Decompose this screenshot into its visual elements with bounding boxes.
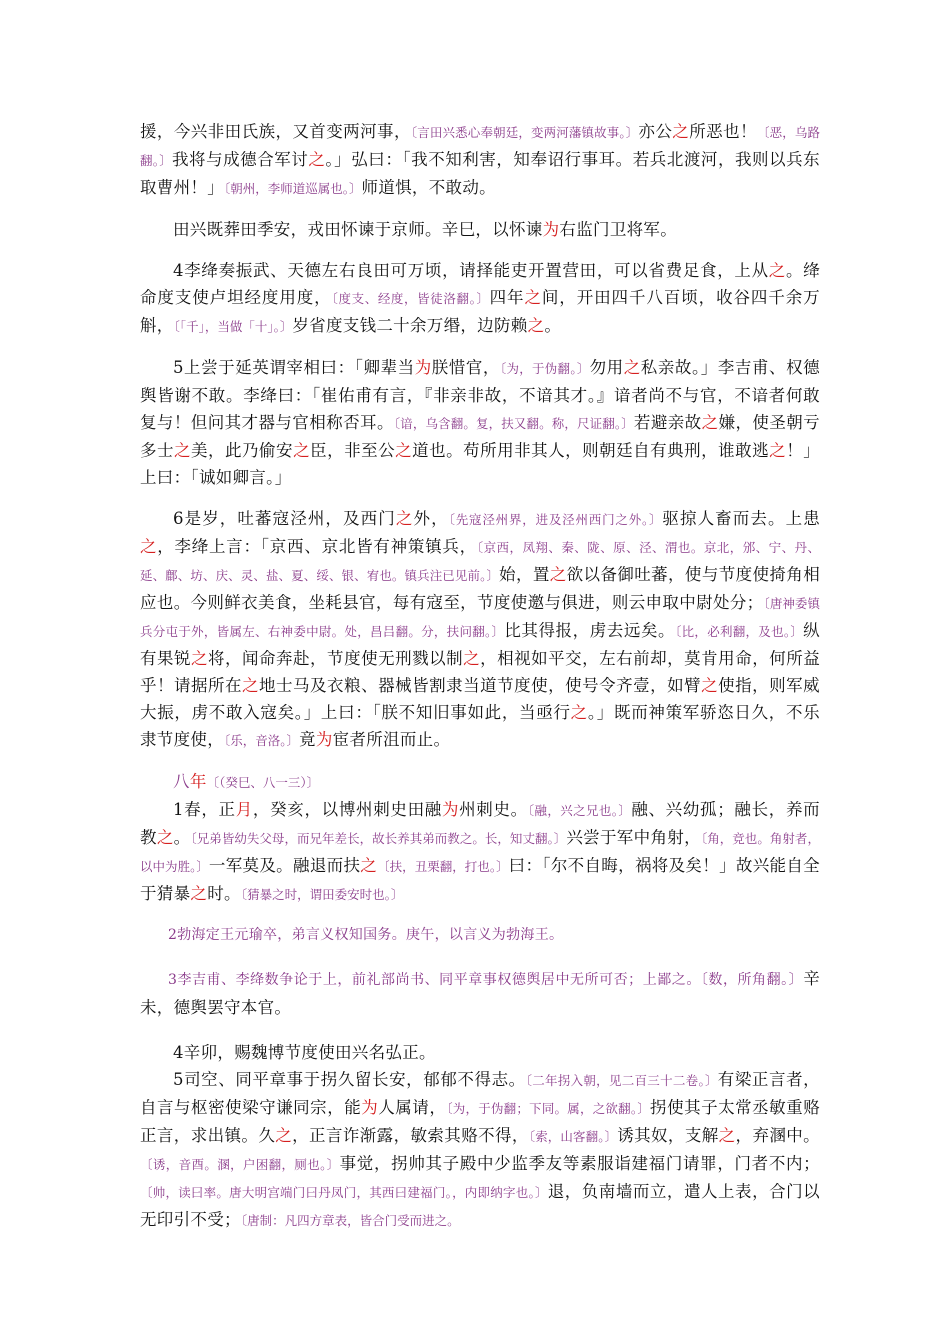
annotation: 〔帅，读曰率。唐大明宫端门曰丹凤门，其西曰建福门。，内即纳字也。〕 xyxy=(140,1185,548,1200)
highlight: 年 xyxy=(189,772,207,791)
paragraph-7 xyxy=(140,922,820,949)
annotation: 〔唐制：凡四方章表，皆合门受而进之。 xyxy=(240,1213,460,1228)
text: 兴尝于军中角射， xyxy=(566,828,701,847)
text: 事觉，拐帅其子殿中少监季友等素服诣建福门请罪，门者不内； xyxy=(339,1154,820,1173)
highlight: 之 xyxy=(190,884,208,903)
highlight: 之 xyxy=(718,1126,736,1145)
text: 4辛卯，赐魏博节度使田兴名弘正。 xyxy=(173,1043,436,1062)
annotation: 〔唐神委镇兵分屯于外，皆属左、右神委中尉。处，昌吕翻。分，扶问翻。〕 xyxy=(140,596,820,639)
text: 右监门卫将军。 xyxy=(559,220,678,239)
text: 宦者所沮而止。 xyxy=(332,730,451,749)
annotation: 〔角，竞也。角射者，以中为胜。〕 xyxy=(140,831,820,874)
text: 诱其奴，支解 xyxy=(617,1126,719,1145)
highlight: 为 xyxy=(361,1098,379,1117)
text: 1春，正 xyxy=(173,800,236,819)
text: 我将与成德合军讨 xyxy=(171,150,309,169)
highlight: 之 xyxy=(174,441,192,460)
paragraph-2 xyxy=(140,216,820,243)
text: 纵有果锐 xyxy=(140,621,820,668)
annotation: 〔为，于伪翻。〕 xyxy=(500,361,590,376)
text: 若避亲故 xyxy=(633,413,702,432)
annotation: 〔京西，凤翔、秦、陇、原、泾、渭也。京北，邠、宁、丹、延、鄜、坊、庆、灵、盐、夏、绥、银、宥也。镇兵注已见前。〕 xyxy=(140,540,820,583)
highlight: 之 xyxy=(524,288,542,307)
text: ，弃溷中。 xyxy=(735,1126,820,1145)
paragraph-1 xyxy=(140,118,820,202)
highlight: 之 xyxy=(293,441,311,460)
highlight: 之 xyxy=(360,856,378,875)
annotation: 〔恶，乌路翻。〕 xyxy=(140,125,820,168)
annotation: 〔谙，乌含翻。复，扶又翻。称，尺证翻。〕 xyxy=(393,416,634,431)
highlight: 之 xyxy=(570,703,588,722)
text: 辛未，德舆罢守本官。 xyxy=(140,969,820,1017)
text: 私亲故。」李吉甫、权德舆皆谢不敢。李绛曰：「崔佑甫有言，『非亲非故，不谙其才。』谙者尚不与官，不谙者何敢复与！但问其才器与官相称否耳。 xyxy=(140,358,820,432)
annotation: 〔乐，音洛。〕 xyxy=(224,733,300,748)
text: 田兴既葬田季安，戎田怀谏于京师。辛巳，以怀谏 xyxy=(173,220,543,239)
annotation: 〔兄弟皆幼失父母，而兄年差长，故长养其弟而教之。长，知丈翻。〕 xyxy=(190,831,567,846)
paragraph-9 xyxy=(140,1039,820,1066)
highlight: 为 xyxy=(414,358,432,377)
highlight: 之 xyxy=(463,649,481,668)
year-heading xyxy=(140,768,820,796)
paragraph-5 xyxy=(140,505,820,754)
text: 四年 xyxy=(489,288,525,307)
annotation: 〔言田兴悉心奉朝廷，变两河藩镇故事。〕 xyxy=(410,125,639,140)
highlight: 之 xyxy=(395,441,413,460)
text: 亦公 xyxy=(638,122,673,141)
highlight: 为 xyxy=(441,800,460,819)
text: 。」既而神策军骄恣日久，不乐隶节度使， xyxy=(140,703,820,749)
text: 朕惜官， xyxy=(431,358,500,377)
paragraph-10 xyxy=(140,1066,820,1234)
text: ，相视如平交，左右前却，莫肯用命，何所益乎！请据所在 xyxy=(140,649,821,695)
annotation: 〔度支、经度，皆徒洛翻。〕 xyxy=(331,291,490,306)
highlight: 为 xyxy=(542,220,560,239)
annotation: 〔二年拐入朝，见二百三十二卷。〕 xyxy=(525,1073,718,1088)
text: 时。 xyxy=(207,884,241,903)
annotation: 〔比，必利翻，及也。〕 xyxy=(675,624,804,639)
text: 师道惧，不敢动。 xyxy=(361,178,496,197)
text: 州刺史。 xyxy=(459,800,528,819)
highlight: 之 xyxy=(156,828,174,847)
highlight: 之 xyxy=(191,649,209,668)
text: 使指，则军威大振，虏不敢入寇矣。」上曰：「朕不知旧事如此，当亟行 xyxy=(140,676,820,722)
text: ，癸亥，以博州刺史田融 xyxy=(252,800,442,819)
highlight: 之 xyxy=(701,413,719,432)
paragraph-3 xyxy=(140,257,820,340)
annotation: 〔朝州，李师道巡属也。〕 xyxy=(224,181,362,196)
annotation: 〔为，于伪翻；下同。属，之欲翻。〕 xyxy=(446,1101,651,1116)
highlight: 之 xyxy=(623,358,641,377)
text: 融、兴幼孤；融长，养而教 xyxy=(140,800,820,847)
text: 欲以备御吐蕃，使与节度使掎角相应也。今则鲜衣美食，坐耗县官，每有寇至，节度使邀与俱进，则云申取中尉处分； xyxy=(140,565,821,612)
highlight: 之 xyxy=(549,565,567,584)
text: 勿用 xyxy=(589,358,624,377)
text: 臣，非至公 xyxy=(310,441,396,460)
text: 一军莫及。融退而扶 xyxy=(208,856,361,875)
annotation: 〔猜暴之时，谓田委安时也。〕 xyxy=(240,887,404,902)
text: 退，负南墙而立，遣人上表，合门以无印引不受； xyxy=(140,1182,820,1229)
text: 4李绛奏振武、天德左右良田可万顷，请择能吏开置营田，可以省费足食，上从 xyxy=(173,261,769,280)
text: 岁省度支钱二十余万缗，边防赖 xyxy=(292,316,528,335)
annotation: 〔诱，音酉。溷，户困翻，厕也。〕 xyxy=(140,1157,340,1172)
highlight: 之 xyxy=(242,676,260,695)
text: 拐使其子太常丞敏重赂正言，求出镇。久 xyxy=(140,1098,821,1145)
annotation: 〔「千」，当做「十」。〕 xyxy=(173,319,293,334)
text: 2勃海定王元瑜卒，弟言义权知国务。庚午，以言义为勃海王。 xyxy=(168,927,564,943)
paragraph-6 xyxy=(140,796,820,908)
text: 援，今兴非田氏族，又首变两河事， xyxy=(140,122,411,141)
paragraph-4 xyxy=(140,354,820,491)
text: 间，开田四千八百顷，收谷四千余万斛， xyxy=(140,288,820,335)
annotation: 〔先寇泾州界，进及泾州西门之外。〕 xyxy=(448,512,663,527)
text: 。 xyxy=(173,828,191,847)
text: 人属请， xyxy=(378,1098,447,1117)
highlight: 为 xyxy=(315,730,333,749)
text: 嫌，使圣朝亏多士 xyxy=(140,413,820,460)
annotation: 〔扶，丑栗翻，打也。〕 xyxy=(377,859,509,874)
document-page xyxy=(140,118,820,1248)
highlight: 之 xyxy=(701,676,719,695)
text: 曰：「尔不自晦，祸将及矣！」故兴能自全于猜暴 xyxy=(140,856,820,903)
text: ，正言诈渐露，敏索其赂不得， xyxy=(292,1126,529,1145)
text: 美，此乃偷安 xyxy=(191,441,294,460)
annotation: 〔索，山客翻。〕 xyxy=(528,1129,618,1144)
highlight: 之 xyxy=(308,150,326,169)
text: 。 xyxy=(544,316,562,335)
text: ！」上曰：「诚如卿言。」 xyxy=(140,441,820,487)
highlight: 之 xyxy=(275,1126,293,1145)
text: 。绛命度支使卢坦经度用度， xyxy=(140,261,820,307)
text: 竟 xyxy=(299,730,316,749)
highlight: 之 xyxy=(140,537,158,556)
text: 6是岁，吐蕃寇泾州，及西门 xyxy=(173,509,396,528)
text: 比其得报，虏去远矣。 xyxy=(504,621,676,640)
highlight: 之 xyxy=(672,122,690,141)
paragraph-8 xyxy=(140,965,820,1023)
text: 驱掠人畜而去。上患 xyxy=(662,509,820,528)
text: 所恶也！ xyxy=(689,122,757,141)
highlight: 之 xyxy=(768,261,786,280)
text: 外， xyxy=(413,509,449,528)
text: 。」弘曰：「我不知利害，知奉诏行事耳。若兵北渡河，我则以兵东取曹州！」 xyxy=(140,150,820,197)
text: 将，闻命奔赴，节度使无刑戮以制 xyxy=(208,649,464,668)
highlight: 之 xyxy=(395,509,414,528)
text: 始，置 xyxy=(499,565,550,584)
highlight: 月 xyxy=(235,800,253,819)
text: 5上尝于延英谓宰相曰：「卿辈当 xyxy=(173,358,415,377)
annotation: 〔（癸巳、八一三）〕 xyxy=(206,775,320,790)
text: 道也。苟所用非其人，则朝廷自有典刑，谁敢逃 xyxy=(412,441,770,460)
text: 3李吉甫、李绛数争论于上，前礼部尚书、同平章事权德舆居中无所可否；上鄙之。〔数，所角翻。〕 xyxy=(168,972,804,988)
highlight: 之 xyxy=(527,316,545,335)
text: ，李绛上言：「京西、京北皆有神策镇兵， xyxy=(157,537,477,556)
highlight: 之 xyxy=(769,441,787,460)
annotation: 〔融，兴之兄也。〕 xyxy=(527,803,632,818)
text: 地士马及衣粮、器械皆割隶当道节度使，使号令齐壹，如臂 xyxy=(259,676,702,695)
text: 5司空、同平章事于拐久留长安，郁郁不得志。 xyxy=(173,1070,526,1089)
text: 有梁正言者，自言与枢密使梁守谦同宗，能 xyxy=(140,1070,820,1117)
text: 八 xyxy=(173,772,190,791)
